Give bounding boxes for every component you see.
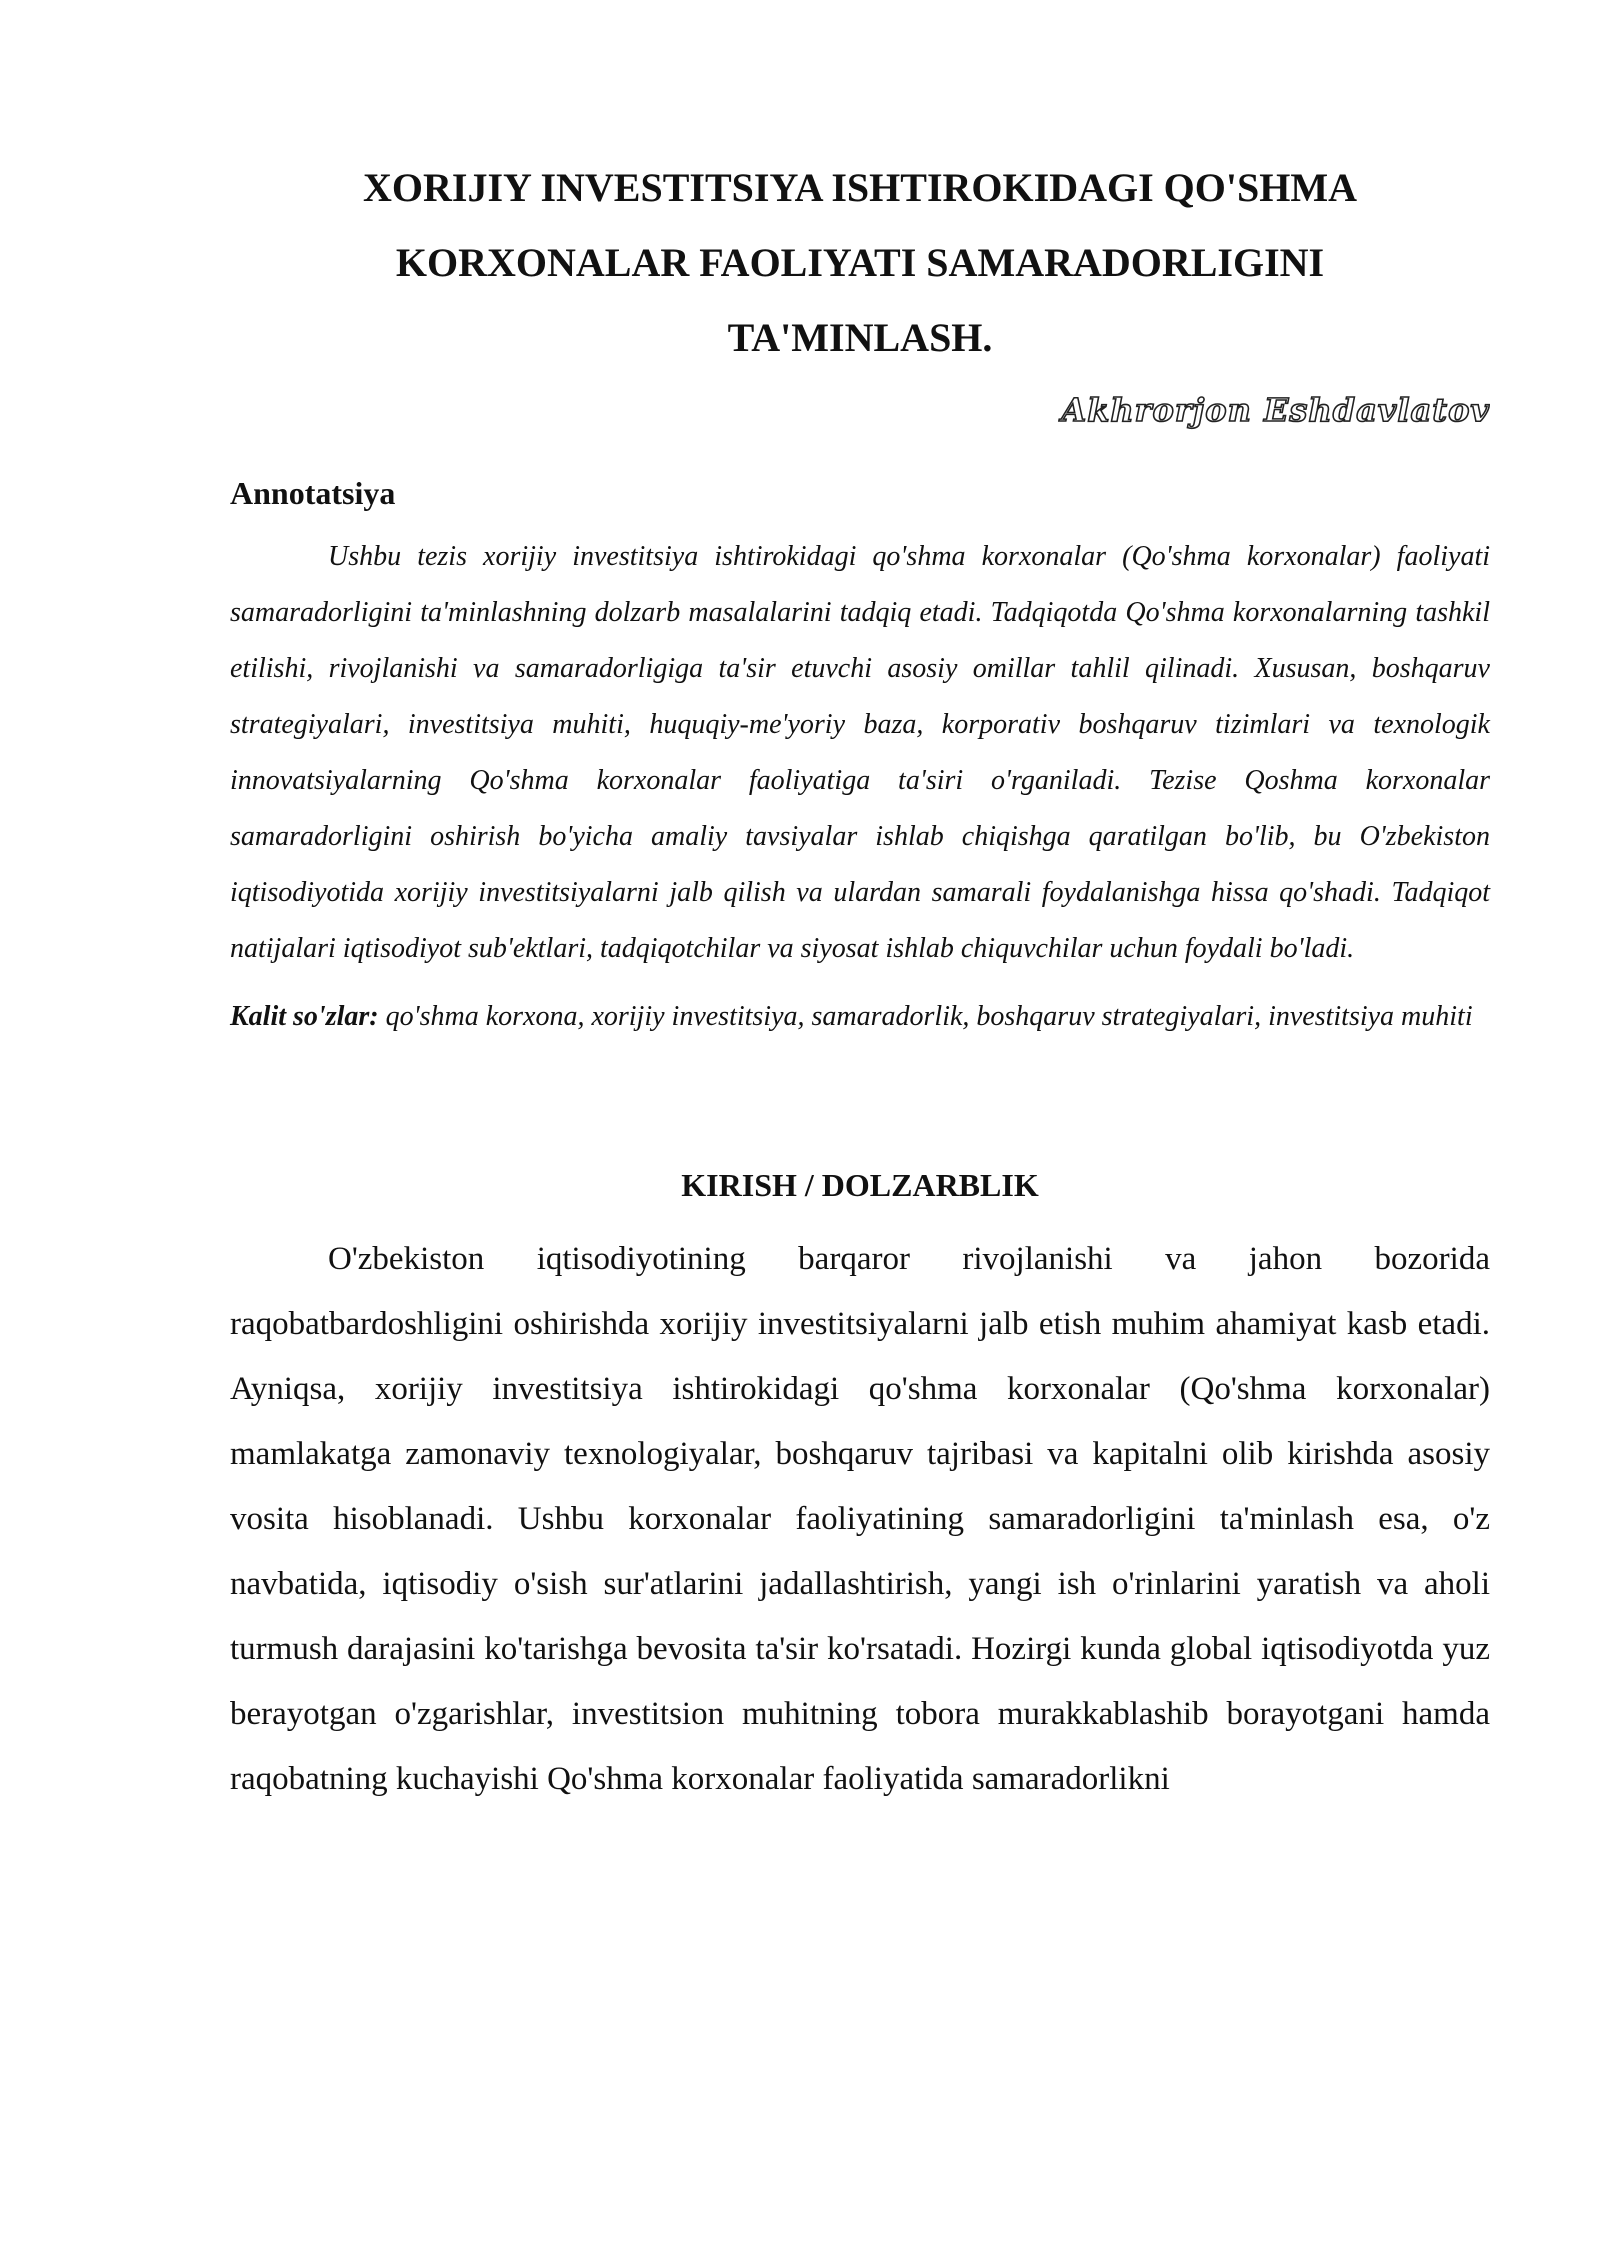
keywords-paragraph: [230, 989, 1490, 1045]
keywords-list: qo'shma korxona, xorijiy investitsiya, samaradorlik, boshqaruv strategiyalari, investitsiya muhiti: [385, 1001, 1473, 1032]
introduction-heading: KIRISH / DOLZARBLIK: [681, 1167, 1039, 1203]
abstract-paragraph: Ushbu tezis xorijiy investitsiya ishtirokidagi qo'shma korxonalar (Qo'shma korxonalar) faoliyati samaradorligini ta'minlashning dolzarb masalalarini tadqiq etadi. Tadqiqotda Qo'shma korxonalarning tashkil etilishi, rivojlanishi va samaradorligiga ta'sir etuvchi asosiy omillar tahlil qilinadi. Xususan, boshqaruv strategiyalari, investitsiya muhiti, huquqiy-me'yoriy baza, korporativ boshqaruv tizimlari va texnologik innovatsiyalarning Qo'shma korxonalar faoliyatiga ta'siri o'rganiladi. Tezise Qoshma korxonalar samaradorligini oshirish bo'yicha amaliy tavsiyalar ishlab chiqishga qaratilgan bo'lib, bu O'zbekiston iqtisodiyotida xorijiy investitsiyalarni jalb qilish va ulardan samarali foydalanishga hissa qo'shadi. Tadqiqot natijalari iqtisodiyot sub'ektlari, tadqiqotchilar va siyosat ishlab chiquvchilar uchun foydali bo'ladi.: [230, 541, 1490, 964]
document-title: [230, 150, 1490, 375]
title-line-3: TA'MINLASH.: [727, 315, 993, 360]
page-content: [230, 150, 1490, 1812]
title-line-1: XORIJIY INVESTITSIYA ISHTIROKIDAGI QO'SHMA: [363, 165, 1357, 210]
introduction-paragraph: O'zbekiston iqtisodiyotining barqaror rivojlanishi va jahon bozorida raqobatbardoshligini oshirishda xorijiy investitsiyalarni jalb etish muhim ahamiyat kasb etadi. Ayniqsa, xorijiy investitsiya ishtirokidagi qo'shma korxonalar (Qo'shma korxonalar) mamlakatga zamonaviy texnologiyalar, boshqaruv tajribasi va kapitalni olib kirishda asosiy vosita hisoblanadi. Ushbu korxonalar faoliyatining samaradorligini ta'minlash esa, o'z navbatida, iqtisodiy o'sish sur'atlarini jadallashtirish, yangi ish o'rinlarini yaratish va aholi turmush darajasini ko'tarishga bevosita ta'sir ko'rsatadi. Hozirgi kunda global iqtisodiyotda yuz berayotgan o'zgarishlar, investitsion muhitning tobora murakkablashib borayotgani hamda raqobatning kuchayishi Qo'shma korxonalar faoliyatida samaradorlikni: [230, 1241, 1490, 1797]
keywords-label: Kalit so'zlar:: [230, 1001, 379, 1032]
author-name: Akhrorjon Eshdavlatov: [1061, 391, 1490, 429]
abstract-heading: Annotatsiya: [230, 475, 396, 511]
title-line-2: KORXONALAR FAOLIYATI SAMARADORLIGINI: [395, 240, 1325, 285]
